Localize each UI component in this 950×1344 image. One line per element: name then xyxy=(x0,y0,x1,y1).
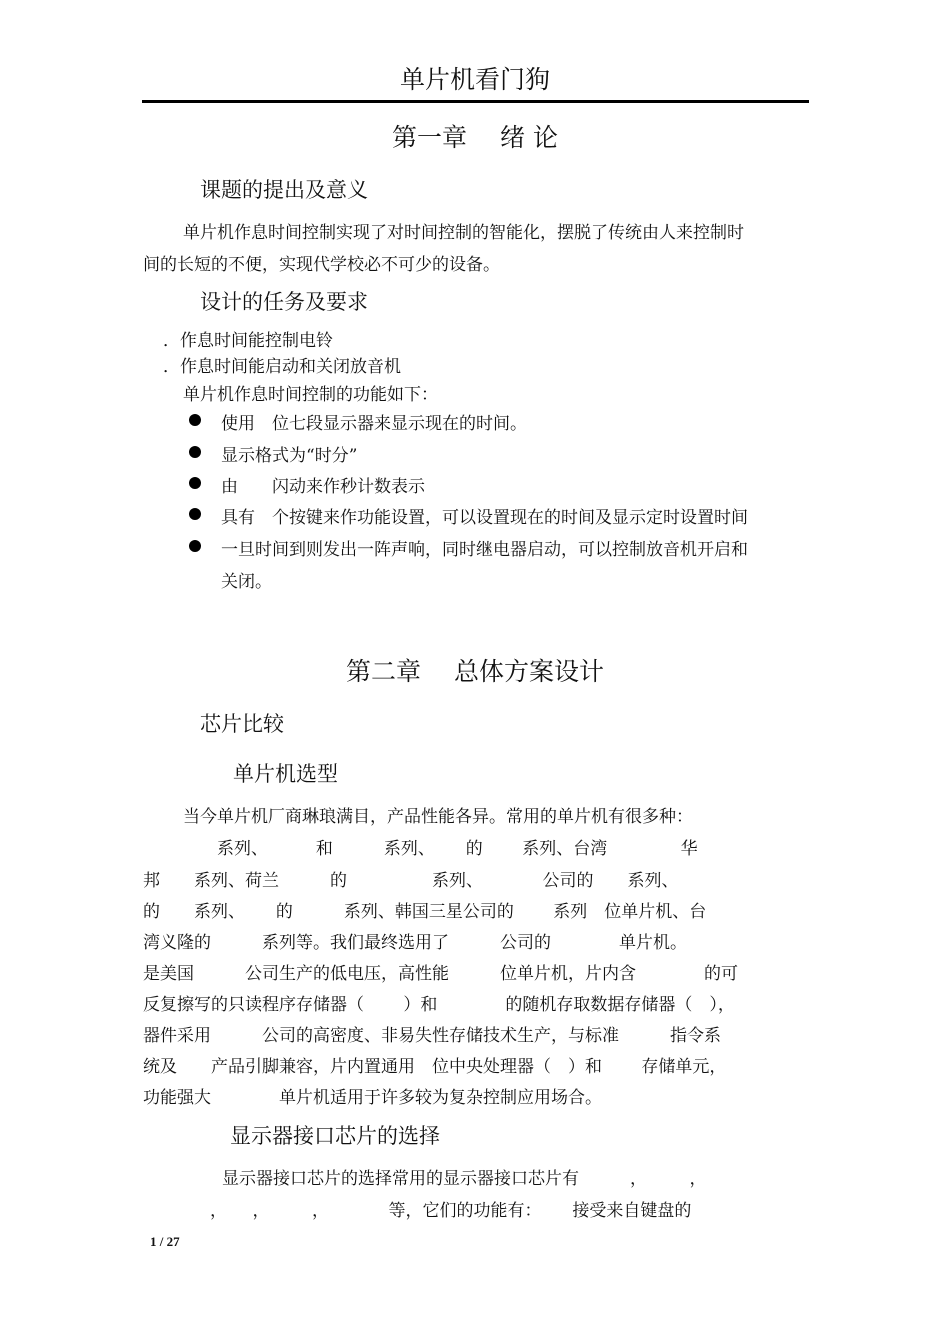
section-heading-background: 课题的提出及意义 xyxy=(200,178,368,202)
header-divider xyxy=(142,100,809,103)
paragraph-line: 间的长短的不便，实现代学校必不可少的设备。 xyxy=(143,255,500,275)
paragraph-line: 统及 产品引脚兼容，片内置通用 位中央处理器（ ）和 存储单元， xyxy=(143,1057,727,1077)
paragraph-line: 功能强大 单片机适用于许多较为复杂控制应用场合。 xyxy=(143,1088,602,1108)
paragraph-line: 的 系列、 的 系列、韩国三星公司的 系列 位单片机、台 xyxy=(143,902,707,922)
bullet-icon xyxy=(189,414,201,426)
section-heading-chip-comparison: 芯片比较 xyxy=(200,712,284,736)
paragraph-line: 邦 系列、荷兰 的 系列、 公司的 系列、 xyxy=(143,871,679,891)
paragraph-line: 系列、 和 系列、 的 系列、台湾 华 xyxy=(183,839,698,859)
bullet-icon xyxy=(189,540,201,552)
bullet-icon xyxy=(189,508,201,520)
feature-bullet: 显示格式为“时分” xyxy=(221,446,358,466)
subsection-heading-display-chip: 显示器接口芯片的选择 xyxy=(230,1124,440,1148)
paragraph-line: 反复擦写的只读程序存储器（ ）和 的随机存取数据存储器（ ）， xyxy=(143,995,735,1015)
bullet-icon xyxy=(189,477,201,489)
bullet-icon xyxy=(189,446,201,458)
feature-bullet: 具有 个按键来作功能设置，可以设置现在的时间及显示定时设置时间 xyxy=(221,508,748,528)
page-number: 1 / 27 xyxy=(150,1234,180,1249)
paragraph-line: 显示器接口芯片的选择常用的显示器接口芯片有 ， ， xyxy=(222,1169,707,1189)
paragraph-line: 当今单片机厂商琳琅满目，产品性能各异。常用的单片机有很多种： xyxy=(183,807,693,827)
subsection-heading-mcu: 单片机选型 xyxy=(233,762,338,786)
section-heading-requirements: 设计的任务及要求 xyxy=(200,290,368,314)
feature-bullet: 使用 位七段显示器来显示现在的时间。 xyxy=(221,414,527,434)
paragraph-line: ， ， ， 等，它们的功能有： 接受来自键盘的 xyxy=(210,1201,692,1221)
paragraph-line: 湾义隆的 系列等。我们最终选用了 公司的 单片机。 xyxy=(143,933,687,953)
feature-bullet: 一旦时间到则发出一阵声响，同时继电器启动，可以控制放音机开启和 xyxy=(221,540,748,560)
page-header-title: 单片机看门狗 xyxy=(399,65,550,94)
paragraph-line: 器件采用 公司的高密度、非易失性存储技术生产，与标准 指令系 xyxy=(143,1026,721,1046)
paragraph-line: 是美国 公司生产的低电压，高性能 位单片机，片内含 的可 xyxy=(143,964,738,984)
requirement-item: ．作息时间能控制电铃 xyxy=(163,331,333,351)
chapter-1-title: 第一章 绪 论 xyxy=(392,123,558,152)
feature-bullet: 由 闪动来作秒计数表示 xyxy=(221,477,425,497)
features-intro: 单片机作息时间控制的功能如下： xyxy=(183,385,438,405)
paragraph-line: 单片机作息时间控制实现了对时间控制的智能化，摆脱了传统由人来控制时 xyxy=(183,223,744,243)
feature-bullet-continuation: 关闭。 xyxy=(221,572,272,592)
chapter-2-title: 第二章 总体方案设计 xyxy=(346,657,604,686)
requirement-item: ．作息时间能启动和关闭放音机 xyxy=(163,357,401,377)
